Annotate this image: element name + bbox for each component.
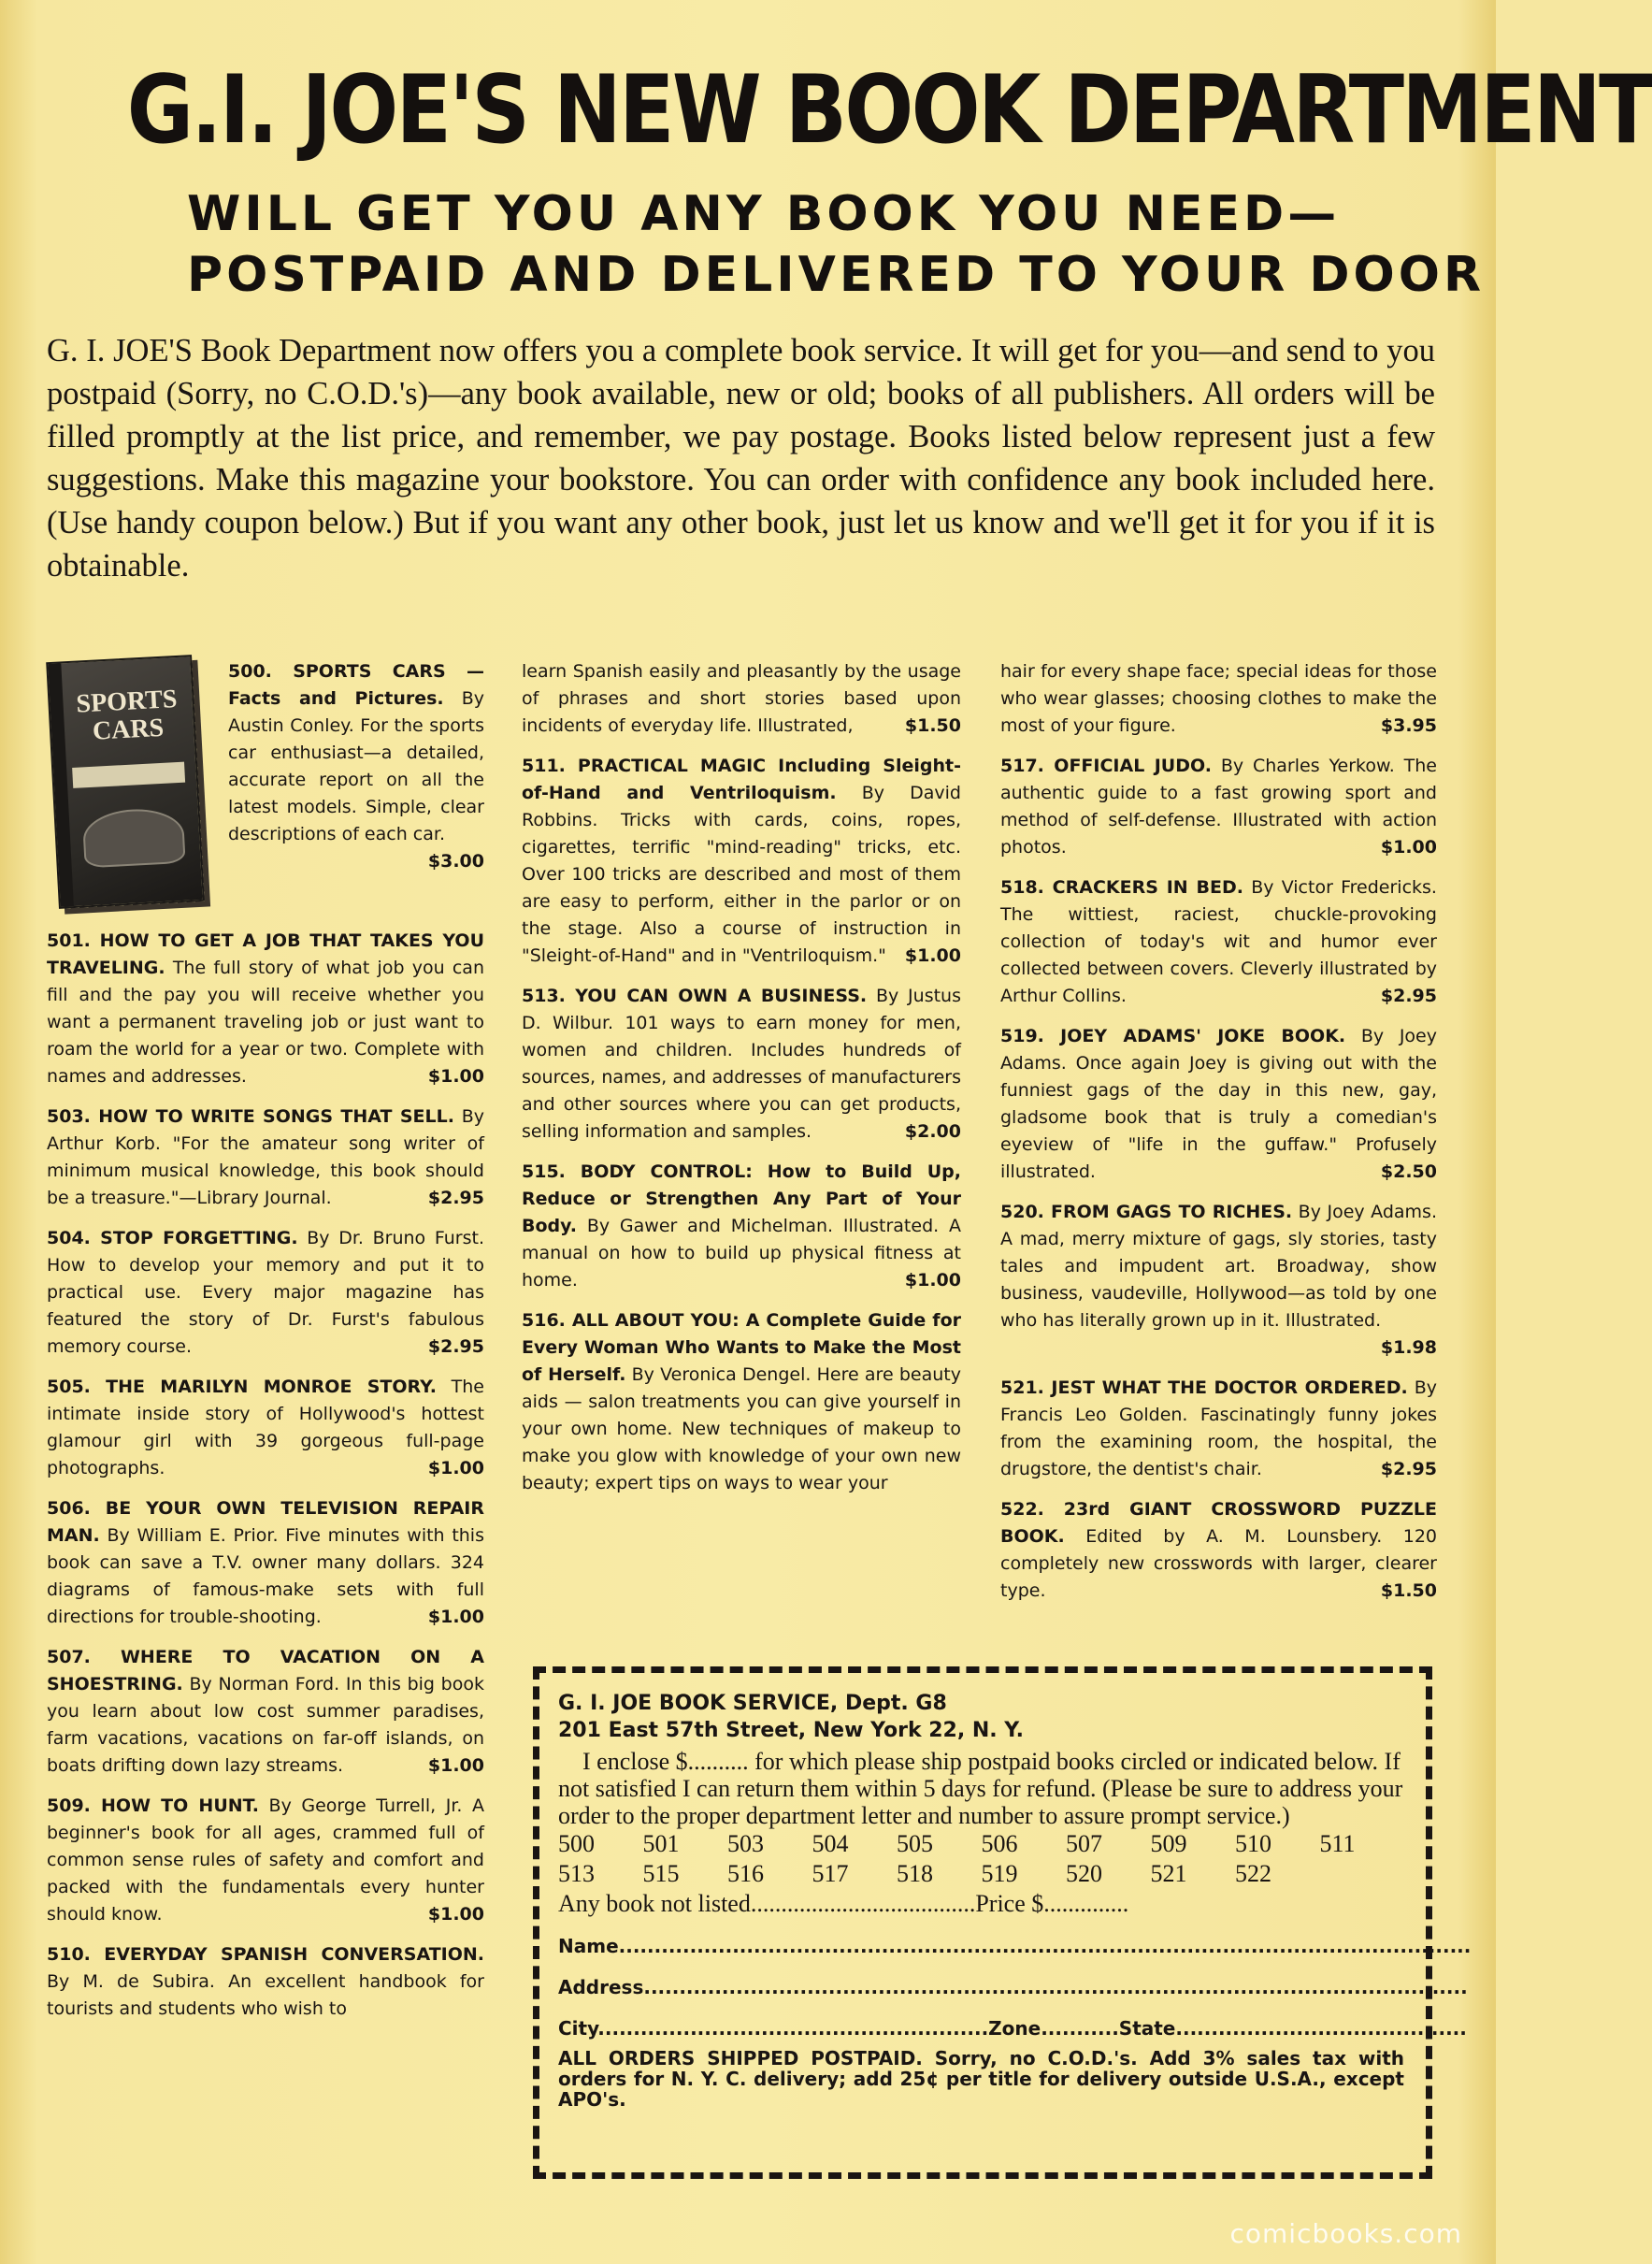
book-description: By Gawer and Michelman. Illustrated. A manual on how to build up physical fitness at home. xyxy=(522,1216,961,1291)
book-listing xyxy=(522,983,961,1146)
book-price: $3.00 xyxy=(427,851,484,872)
subheadline-1: WILL GET YOU ANY BOOK YOU NEED— xyxy=(187,186,1341,242)
book-description: By George Turrell, Jr. A beginner's book for all ages, crammed full of common sense rules of safety and comfort and packed with the fundamentals every hunter should know. xyxy=(47,1795,484,1925)
book-listing xyxy=(1000,658,1437,740)
city-zone-state-field[interactable]: City.......................................................Zone...........State......................................... xyxy=(558,2017,1467,2040)
watermark: comicbooks.com xyxy=(1229,2218,1462,2249)
book-price: $1.00 xyxy=(904,945,961,966)
book-price: $1.00 xyxy=(1380,837,1437,858)
book-title: 506. BE YOUR OWN TELEVISION REPAIR MAN. xyxy=(47,1498,484,1546)
subheadline-2: POSTPAID AND DELIVERED TO YOUR DOOR xyxy=(187,247,1485,303)
order-coupon xyxy=(533,1666,1472,2179)
book-number-option[interactable]: 500 xyxy=(558,1830,595,1857)
book-title: 515. BODY CONTROL: How to Build Up, Reduce or Strengthen Any Part of Your Body. xyxy=(522,1161,961,1236)
coupon-address: 201 East 57th Street, New York 22, N. Y. xyxy=(558,1719,1024,1742)
book-title: 516. ALL ABOUT YOU: A Complete Guide for Every Woman Who Wants to Make the Most of Herself. xyxy=(522,1310,961,1385)
book-title: 518. CRACKERS IN BED. xyxy=(1000,877,1243,898)
book-listing xyxy=(1000,874,1437,1010)
column-3 xyxy=(1000,658,1437,1618)
book-title: 519. JOEY ADAMS' JOKE BOOK. xyxy=(1000,1026,1346,1046)
book-number-option[interactable]: 506 xyxy=(981,1830,1018,1857)
book-description: By Victor Fredericks. The wittiest, raciest, chuckle-provoking collection of today's wit and humor ever collected between covers. Cleverly illustrated by Arthur Collins. xyxy=(1000,877,1437,1006)
book-number-option[interactable]: 518 xyxy=(897,1860,933,1887)
book-price: $1.50 xyxy=(1380,1580,1437,1601)
book-title: 503. HOW TO WRITE SONGS THAT SELL. xyxy=(47,1106,454,1127)
book-price: $2.95 xyxy=(427,1188,484,1208)
book-number-option[interactable]: 511 xyxy=(1319,1830,1356,1857)
book-title: 504. STOP FORGETTING. xyxy=(47,1228,298,1248)
book-description: By Francis Leo Golden. Fascinatingly funny jokes from the examining room, the hospital, the drugstore, the dentist's chair. xyxy=(1000,1377,1438,1479)
book-number-option[interactable]: 516 xyxy=(727,1860,764,1887)
book-listing xyxy=(47,928,484,1090)
book-cover-title: SPORTS CARS xyxy=(75,684,179,746)
book-title: 522. 23rd GIANT CROSSWORD PUZZLE BOOK. xyxy=(1000,1499,1437,1547)
book-price: $1.00 xyxy=(427,1066,484,1087)
book-number-option[interactable]: 522 xyxy=(1235,1860,1271,1887)
book-description: By Norman Ford. In this big book you learn about low cost summer paradises, farm vacations, vacations on far-off islands, on boats drifting down lazy streams. xyxy=(47,1674,484,1776)
book-number-option[interactable]: 517 xyxy=(812,1860,849,1887)
coupon-instructions: I enclose $.......... for which please ship postpaid books circled or indicated below. If not satisfied I can return them within 5 days for refund. (Please be sure to address your order to the proper department letter and number to assure prompt service.) xyxy=(558,1748,1403,1829)
book-listing xyxy=(47,1793,484,1928)
book-description: Edited by A. M. Lounsbery. 120 completely new crosswords with larger, clearer type. xyxy=(1000,1526,1437,1601)
book-number-option[interactable]: 503 xyxy=(727,1830,764,1857)
book-listing xyxy=(47,1495,484,1631)
book-title: 501. HOW TO GET A JOB THAT TAKES YOU TRAVELING. xyxy=(47,930,484,978)
book-price: $2.95 xyxy=(427,1336,484,1357)
sports-cars-book-cover-image xyxy=(46,655,205,909)
book-title: 520. FROM GAGS TO RICHES. xyxy=(1000,1202,1293,1222)
book-listing xyxy=(47,1374,484,1482)
address-field[interactable]: Address.................................................................................................................... xyxy=(558,1976,1468,1998)
book-title: 517. OFFICIAL JUDO. xyxy=(1000,756,1212,776)
book-description: By Joey Adams. A mad, merry mixture of gags, sly stories, tasty tales and impudent art. Broadway, show business, vaudeville, Hollywood—as told by one who has literally grown up in it. Illustrated. xyxy=(1000,1202,1438,1331)
car-icon xyxy=(82,807,186,869)
book-title: 507. WHERE TO VACATION ON A SHOESTRING. xyxy=(47,1647,484,1694)
book-number-option[interactable]: 513 xyxy=(558,1860,595,1887)
book-title: 513. YOU CAN OWN A BUSINESS. xyxy=(522,986,868,1006)
book-price: $2.00 xyxy=(904,1121,961,1142)
book-number-option[interactable]: 505 xyxy=(897,1830,933,1857)
book-description: By Austin Conley. For the sports car enthusiast—a detailed, accurate report on all the latest models. Simple, clear descriptions of each car. xyxy=(228,688,484,844)
book-title: 509. HOW TO HUNT. xyxy=(47,1795,259,1816)
book-number-grid xyxy=(558,1829,1404,1889)
book-price: $2.50 xyxy=(1380,1161,1437,1182)
book-price: $2.95 xyxy=(1380,1459,1437,1479)
page-headline: G.I. JOE'S NEW BOOK DEPARTMENT xyxy=(126,54,1652,165)
not-listed-field[interactable]: Any book not listed.....................................Price $.............. xyxy=(558,1890,1129,1917)
book-number-option[interactable]: 504 xyxy=(812,1830,849,1857)
book-number-option[interactable]: 509 xyxy=(1150,1830,1187,1857)
coupon-dept: G. I. JOE BOOK SERVICE, Dept. G8 xyxy=(558,1692,947,1715)
book-number-option[interactable]: 520 xyxy=(1066,1860,1102,1887)
intro-paragraph: G. I. JOE'S Book Department now offers you a complete book service. It will get for you—and send to you postpaid (Sorry, no C.O.D.'s)—any book available, new or old; books of all publishers. All orders will be filled promptly at the list price, and remember, we pay postage. Books listed below represent just a few suggestions. Make this magazine your bookstore. You can order with confidence any book included here. (Use handy coupon below.) But if you want any other book, just let us know and we'll get it for you if it is obtainable. xyxy=(47,333,1435,584)
book-listing xyxy=(522,1159,961,1294)
book-number-option[interactable]: 519 xyxy=(981,1860,1018,1887)
book-price: $1.50 xyxy=(904,715,961,736)
book-price: $1.00 xyxy=(427,1458,484,1478)
book-description: By William E. Prior. Five minutes with this book can save a T.V. owner many dollars. 324 diagrams of famous-make sets with full directions for trouble-shooting. xyxy=(47,1525,484,1627)
book-number-option[interactable]: 510 xyxy=(1235,1830,1271,1857)
book-price: $1.00 xyxy=(427,1904,484,1925)
book-price: $1.00 xyxy=(427,1607,484,1627)
book-description: By Veronica Dengel. Here are beauty aids — salon treatments you can give yourself in your own home. New techniques of makeup to make you glow with knowledge of your own new beauty; expert tips on ways to wear your xyxy=(522,1364,961,1493)
column-2 xyxy=(522,658,961,1510)
book-title: 511. PRACTICAL MAGIC Including Sleight-of-Hand and Ventriloquism. xyxy=(522,756,961,803)
book-listing xyxy=(522,658,961,740)
coupon-shipping-note: ALL ORDERS SHIPPED POSTPAID. Sorry, no C.O.D.'s. Add 3% sales tax with orders for N. Y. C. delivery; add 25¢ per title for delivery outside U.S.A., except APO's. xyxy=(558,2047,1404,2111)
book-listing xyxy=(522,1307,961,1497)
book-listing xyxy=(47,1644,484,1780)
book-listing xyxy=(1000,753,1437,861)
book-listing xyxy=(522,753,961,970)
book-listing xyxy=(1000,1199,1437,1362)
book-description: By Arthur Korb. "For the amateur song writer of minimum musical knowledge, this book should be a treasure."—Library Journal. xyxy=(47,1106,485,1208)
book-number-option xyxy=(1320,1859,1405,1889)
book-title: 505. THE MARILYN MONROE STORY. xyxy=(47,1377,437,1397)
book-description: The intimate inside story of Hollywood's hottest glamour girl with 39 gorgeous full-page photographs. xyxy=(47,1377,484,1478)
book-title: 510. EVERYDAY SPANISH CONVERSATION. xyxy=(47,1944,484,1965)
book-number-option[interactable]: 521 xyxy=(1150,1860,1187,1887)
book-description: The full story of what job you can fill and the pay you will receive whether you want a permanent traveling job or just want to roam the world for a year or two. Complete with names and addresses. xyxy=(47,958,484,1087)
book-number-option[interactable]: 515 xyxy=(642,1860,680,1887)
name-field[interactable]: Name........................................................................................................................ xyxy=(558,1935,1472,1957)
book-description: By M. de Subira. An excellent handbook for tourists and students who wish to xyxy=(47,1971,484,2019)
book-price: $2.95 xyxy=(1380,986,1437,1006)
book-listing xyxy=(1000,1496,1437,1605)
book-number-option[interactable]: 501 xyxy=(642,1830,680,1857)
book-description: By Dr. Bruno Furst. How to develop your memory and put it to practical use. Every major magazine has featured the story of Dr. Furst's fabulous memory course. xyxy=(47,1228,484,1357)
book-price: $3.95 xyxy=(1380,715,1437,736)
book-price: $1.98 xyxy=(1380,1337,1437,1358)
book-listing xyxy=(1000,1375,1437,1483)
book-description: By Charles Yerkow. The authentic guide to a fast growing sport and method of self-defense. Illustrated with action photos. xyxy=(1000,756,1437,858)
book-price: $1.00 xyxy=(427,1755,484,1776)
book-number-option[interactable]: 507 xyxy=(1066,1830,1102,1857)
book-title: 500. SPORTS CARS — Facts and Pictures. xyxy=(228,661,484,709)
book-listing xyxy=(47,1941,484,2023)
column-1 xyxy=(47,658,484,2036)
book-listing xyxy=(47,1225,484,1361)
book-price: $1.00 xyxy=(904,1270,961,1291)
book-listing xyxy=(1000,1023,1437,1186)
book-listing xyxy=(47,1103,484,1212)
book-description: By David Robbins. Tricks with cards, coins, ropes, cigarettes, terrific "mind-reading" tricks, etc. Over 100 tricks are described and most of them are easy to perform, either in the parlor or on the stage. Also a course of instruction in "Sleight-of-Hand" and in "Ventriloquism." xyxy=(522,783,961,966)
book-description: By Justus D. Wilbur. 101 ways to earn money for men, women and children. Includes hundreds of sources, names, and addresses of manufacturers and other sources where you can get products, selling information and samples. xyxy=(522,986,961,1142)
book-description: hair for every shape face; special ideas for those who wear glasses; choosing clothes to make the most of your figure. xyxy=(1000,661,1437,736)
book-description: By Joey Adams. Once again Joey is giving out with the funniest gags of the day in this new, gay, gladsome book that is truly a comedian's eyeview of "life in the guffaw." Profusely illustrated. xyxy=(1000,1026,1437,1182)
book-title: 521. JEST WHAT THE DOCTOR ORDERED. xyxy=(1000,1377,1408,1398)
book-description: learn Spanish easily and pleasantly by the usage of phrases and short stories based upon incidents of everyday life. Illustrated, xyxy=(522,661,961,736)
